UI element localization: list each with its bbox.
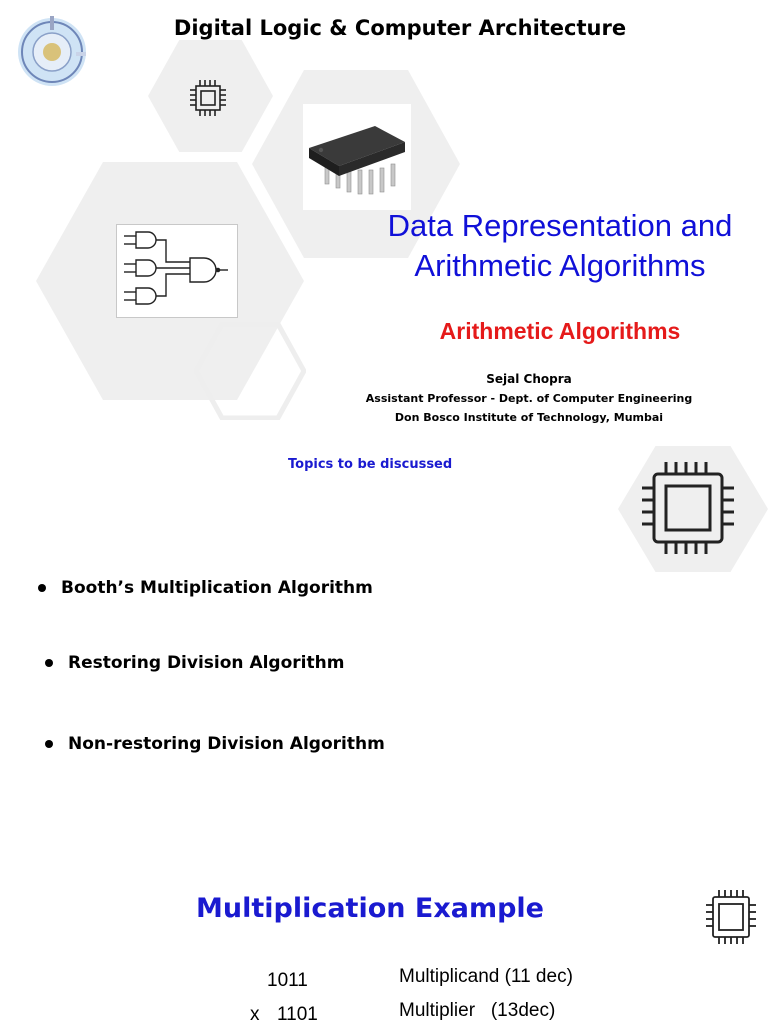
chip-icon	[638, 458, 738, 558]
subtitle: Arithmetic Algorithms	[439, 318, 681, 344]
list-item	[38, 578, 373, 598]
main-title-line2: Arithmetic Algorithms	[414, 248, 706, 283]
chip-icon	[704, 888, 758, 946]
author-position: Assistant Professor - Dept. of Computer Engineering	[365, 392, 693, 405]
list-item	[45, 653, 344, 673]
main-title-line1: Data Representation and	[387, 208, 733, 243]
author-name: Sejal Chopra	[486, 372, 572, 386]
topic-label: Restoring Division Algorithm	[68, 653, 345, 673]
logo-seal-icon	[16, 12, 90, 90]
course-title: Digital Logic & Computer Architecture	[173, 16, 627, 40]
chip-icon	[188, 78, 228, 118]
bullet-icon	[38, 584, 46, 592]
logic-gate-icon	[116, 224, 238, 318]
bullet-icon	[45, 740, 53, 748]
hex-outline-decoration	[194, 322, 306, 420]
multiplicand-label: Multiplicand (11 dec)	[399, 966, 573, 987]
author-block	[330, 370, 728, 427]
ic-package-icon	[303, 104, 411, 210]
multiplier-value: 1101	[277, 1004, 318, 1025]
topic-label: Non-restoring Division Algorithm	[68, 734, 385, 754]
operator-symbol: x	[250, 1004, 260, 1025]
topic-label: Booth’s Multiplication Algorithm	[61, 578, 373, 598]
topics-heading: Topics to be discussed	[288, 457, 453, 472]
section-title: Multiplication Example	[195, 893, 544, 924]
multiplier-label: Multiplier (13dec)	[399, 1000, 556, 1021]
multiplicand-value: 1011	[267, 970, 308, 991]
main-title	[330, 206, 768, 286]
bullet-icon	[45, 659, 53, 667]
author-institute: Don Bosco Institute of Technology, Mumbai	[394, 411, 664, 424]
list-item	[45, 734, 385, 754]
